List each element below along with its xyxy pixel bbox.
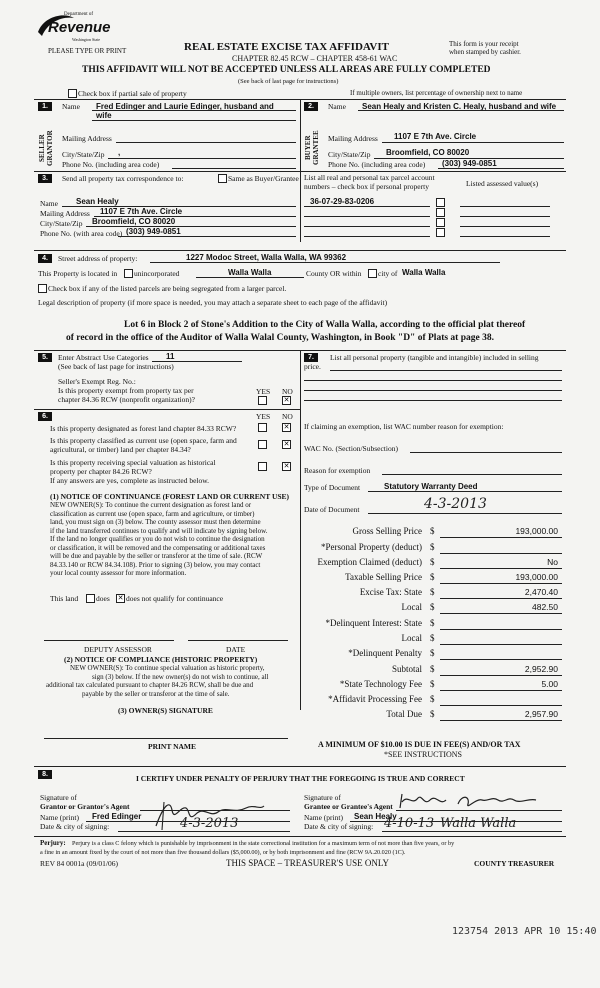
seller-name-line [92, 120, 296, 121]
doc-type-label: Type of Document [304, 483, 361, 492]
grantee-city-value: Walla Walla [440, 816, 517, 831]
financial-label: *State Technology Fee [339, 679, 422, 689]
parcel-field-2[interactable] [304, 216, 430, 217]
dollar-sign: $ [430, 709, 435, 719]
financial-field[interactable] [440, 598, 562, 599]
form-subtitle: CHAPTER 82.45 RCW – CHAPTER 458-61 WAC [232, 54, 398, 63]
notice-compliance-line: NEW OWNER(S): To continue special valuation as historic property, [70, 664, 265, 672]
grantor-date-label: Date & city of signing: [40, 822, 110, 831]
send-correspondence-label: Send all property tax correspondence to: [62, 174, 184, 183]
grantor-signature-line[interactable] [140, 810, 290, 811]
assessed-field-3[interactable] [460, 226, 550, 227]
buyer-mailing-value: 1107 E 7th Ave. Circle [394, 132, 477, 141]
notice-continuance-line: or classification, it will be removed and the compensating or additional taxes [50, 543, 266, 552]
dollar-sign: $ [430, 587, 435, 597]
financial-value: 5.00 [541, 679, 558, 689]
parcel-field-3[interactable] [304, 226, 430, 227]
doc-type-value: Statutory Warranty Deed [384, 482, 478, 491]
reason-label: Reason for exemption [304, 466, 371, 475]
dollar-sign: $ [430, 526, 435, 536]
seller-name-value-2: wife [96, 111, 112, 120]
financial-field[interactable] [440, 629, 562, 630]
forest-yes-checkbox[interactable] [258, 423, 267, 432]
divider [34, 250, 566, 251]
owner-signature-label: (3) OWNER(S) SIGNATURE [118, 706, 213, 715]
street-address-label: Street address of property: [58, 254, 138, 263]
seller-name-line [92, 110, 296, 111]
seller-name-value: Fred Edinger and Laurie Edinger, husband and [96, 102, 274, 111]
yes-header: YES [256, 387, 271, 396]
buyer-mailing-field[interactable] [382, 142, 564, 143]
receipt-note-2: when stamped by cashier. [449, 48, 521, 56]
certify-statement: I CERTIFY UNDER PENALTY OF PERJURY THAT THE FOREGOING IS TRUE AND CORRECT [136, 774, 465, 783]
list-personal-label-2: price. [304, 362, 321, 371]
legal-description-label: Legal description of property (if more space is needed, you may attach a separate sheet to each page of the affidavit) [38, 298, 388, 307]
dollar-sign: $ [430, 557, 435, 567]
financial-label: Exemption Claimed (deduct) [317, 557, 422, 567]
does-not-qualify-checkbox[interactable]: ✕ [117, 594, 124, 602]
tax-city-label: City/State/Zip [40, 219, 83, 228]
exempt-reg-label: Seller's Exempt Reg. No.: [58, 377, 136, 386]
grantee-date-label: Date & city of signing: [304, 822, 374, 831]
list-parcel-label-2: numbers – check box if personal property [304, 182, 429, 191]
form-title: REAL ESTATE EXCISE TAX AFFIDAVIT [184, 41, 389, 53]
receipt-note-1: This form is your receipt [449, 40, 519, 48]
dor-logo [34, 10, 111, 46]
unincorporated-label: unincorporated [134, 269, 180, 278]
seller-mailing-field[interactable] [116, 142, 296, 143]
partial-sale-checkbox[interactable] [68, 89, 77, 98]
grantee-date-field[interactable] [382, 831, 562, 832]
grantor-name-value: Fred Edinger [92, 812, 142, 821]
seller-city-field[interactable] [108, 158, 296, 159]
tax-city-field[interactable] [86, 226, 296, 227]
tax-phone-field[interactable] [118, 236, 296, 237]
divider [34, 766, 566, 767]
wac-label: WAC No. (Section/Subsection) [304, 444, 398, 453]
financial-field[interactable] [440, 537, 562, 538]
notice-continuance-line: your local county assessor for more information. [50, 569, 187, 577]
personal-property-field[interactable] [330, 370, 562, 371]
logo-dept: Department of [64, 12, 94, 17]
financial-field[interactable] [440, 659, 562, 660]
abstract-see-back: (See back of last page for instructions) [58, 362, 174, 371]
assessed-field-4[interactable] [460, 236, 550, 237]
dollar-sign: $ [430, 694, 435, 704]
financial-field[interactable] [440, 705, 562, 706]
historic-yes-checkbox[interactable] [258, 462, 267, 471]
seller-city-label: City/State/Zip [62, 150, 105, 159]
warning-text: THIS AFFIDAVIT WILL NOT BE ACCEPTED UNLESS ALL AREAS ARE FULLY COMPLETED [82, 65, 491, 75]
perjury-text-1: Perjury is a class C felony which is punishable by imprisonment in the state correctional institution for a maximum term of not more than five years, or by [72, 840, 455, 847]
assessor-date-label: DATE [226, 645, 246, 654]
dollar-sign: $ [430, 542, 435, 552]
personal-property-checkbox-1[interactable] [436, 198, 445, 207]
doc-date-value: 4-3-2013 [424, 496, 487, 512]
financial-field[interactable] [440, 553, 562, 554]
dollar-sign: $ [430, 648, 435, 658]
nonprofit-question-1: Is this property exempt from property tax per [58, 386, 194, 395]
list-personal-label: List all personal property (tangible and intangible) included in selling [330, 353, 539, 362]
dollar-sign: $ [430, 679, 435, 689]
financial-field[interactable] [440, 675, 562, 676]
segregated-checkbox[interactable] [38, 284, 47, 293]
grantee-name-label: Name (print) [304, 813, 343, 822]
financial-label: Gross Selling Price [352, 526, 422, 536]
financial-label: *Delinquent Interest: State [325, 618, 422, 628]
dollar-sign: $ [430, 633, 435, 643]
nonprofit-yes-checkbox[interactable] [258, 396, 267, 405]
financial-label: Local [401, 633, 422, 643]
logo-state: Washington State [72, 37, 101, 42]
see-instructions-note: *SEE INSTRUCTIONS [384, 750, 463, 759]
print-name-label: PRINT NAME [148, 742, 196, 751]
parcel-number-value: 36-07-29-83-0206 [310, 197, 375, 206]
section-7-number: 7. [304, 353, 318, 362]
buyer-name-label: Name [328, 102, 346, 111]
nonprofit-no-checkbox[interactable]: ✕ [283, 396, 290, 404]
assessed-field-1[interactable] [460, 206, 550, 207]
buyer-city-value: Broomfield, CO 80020 [386, 148, 470, 157]
this-land-label: This land [50, 594, 79, 603]
notice-continuance-line: 84.33.140 or RCW 84.34.108). Prior to signing (3) below, you may contact [50, 560, 261, 569]
grantee-signature-label-2: Grantee or Grantee's Agent [304, 802, 393, 811]
current-use-yes-checkbox[interactable] [258, 440, 267, 449]
section-1-number: 1. [38, 102, 52, 111]
grantor-signature-label-2: Grantor or Grantor's Agent [40, 802, 130, 811]
grantor-name-label: Name (print) [40, 813, 79, 822]
grantor-date-field[interactable] [118, 831, 290, 832]
exemption-label: If claiming an exemption, list WAC number reason for exemption: [304, 422, 504, 431]
financial-label: Excise Tax: State [359, 587, 422, 597]
yes-header: YES [256, 412, 271, 421]
historic-question-1: Is this property receiving special valuation as historical [50, 458, 216, 467]
notice-continuance-line: if the land transferred continues to qualify and will indicate by signing below. [50, 526, 268, 535]
list-parcel-label: List all real and personal tax parcel account [304, 173, 435, 182]
notice-continuance-line: classification as current use (open space, farm and agriculture, or timber) [50, 509, 255, 518]
current-use-question-2: agricultural, or timber) land per chapter 84.34? [50, 445, 191, 454]
current-use-question-1: Is this property classified as current use (open space, farm and [50, 436, 237, 445]
deputy-assessor-label: DEPUTY ASSESSOR [84, 645, 152, 654]
financial-label: Taxable Selling Price [345, 572, 422, 582]
financial-value: 482.50 [532, 602, 558, 612]
financial-field[interactable] [440, 690, 562, 691]
section-3-number: 3. [38, 174, 52, 183]
same-as-buyer-checkbox[interactable] [218, 174, 227, 183]
financial-field[interactable] [440, 720, 562, 721]
no-header: NO [282, 412, 293, 421]
personal-property-checkbox-4[interactable] [436, 228, 445, 237]
seller-name-label: Name [62, 102, 80, 111]
assessed-field-2[interactable] [460, 216, 550, 217]
buyer-grantee-label: BUYER GRANTEE [304, 130, 320, 166]
buyer-phone-field[interactable] [438, 168, 564, 169]
personal-property-field[interactable] [304, 400, 562, 401]
financial-field[interactable] [440, 583, 562, 584]
buyer-mailing-label: Mailing Address [328, 134, 378, 143]
forest-no-checkbox[interactable]: ✕ [283, 423, 290, 431]
notice-continuance-line: If the land no longer qualifies or you do not wish to continue the designation [50, 535, 265, 543]
street-address-field[interactable] [150, 262, 500, 263]
financial-value: No [547, 557, 558, 567]
dollar-sign: $ [430, 572, 435, 582]
dollar-sign: $ [430, 618, 435, 628]
personal-property-field[interactable] [304, 380, 562, 381]
parcel-field-1[interactable] [304, 206, 430, 207]
does-qualify-checkbox[interactable] [86, 594, 95, 603]
tax-phone-value: (303) 949-0851 [126, 227, 181, 236]
seller-mailing-label: Mailing Address [62, 134, 112, 143]
financial-label: Subtotal [391, 664, 422, 674]
historic-no-checkbox[interactable]: ✕ [283, 462, 290, 470]
partial-sale-label: Check box if partial sale of property [78, 89, 187, 98]
no-header: NO [282, 387, 293, 396]
notice-continuance-line: land, you must sign on (3) below. The county assessor must then determine [50, 518, 261, 526]
financial-label: *Personal Property (deduct) [321, 542, 422, 552]
buyer-phone-label: Phone No. (including area code) [328, 160, 426, 169]
logo-name: Revenue [48, 19, 111, 36]
financial-value: 2,470.40 [524, 587, 558, 597]
grantee-name-value: Sean Healy [354, 812, 397, 821]
see-back-text: (See back of last page for instructions) [238, 78, 339, 85]
print-name-line[interactable] [44, 738, 288, 739]
doc-date-field[interactable] [368, 513, 562, 514]
buyer-phone-value: (303) 949-0851 [442, 159, 497, 168]
segregated-label: Check box if any of the listed parcels are being segregated from a larger parcel. [48, 284, 287, 293]
financial-label: *Affidavit Processing Fee [328, 694, 422, 704]
multiple-owners-label: If multiple owners, list percentage of ownership next to name [350, 89, 523, 97]
grantee-signature-line[interactable] [396, 810, 562, 811]
minimum-fee-note: A MINIMUM OF $10.00 IS DUE IN FEE(S) AND/OR TAX [318, 740, 521, 749]
abstract-use-value: 11 [166, 352, 175, 361]
notice-continuance-line: NEW OWNER(S): To continue the current designation as forest land or [50, 501, 252, 509]
deputy-assessor-signature-line[interactable] [44, 640, 174, 641]
legal-description-line-1: Lot 6 in Block 2 of Stone's Addition to the City of Walla Walla, according to the official plat thereof [124, 320, 526, 330]
financial-value: 193,000.00 [515, 526, 558, 536]
grantee-signature-label: Signature of [304, 793, 341, 802]
financial-value: 2,957.90 [524, 709, 558, 719]
buyer-name-line [358, 110, 564, 111]
street-address-value: 1227 Modoc Street, Walla Walla, WA 99362 [186, 253, 347, 262]
buyer-city-label: City/State/Zip [328, 150, 371, 159]
perjury-bold: Perjury: [40, 839, 66, 847]
dollar-sign: $ [430, 602, 435, 612]
doc-date-label: Date of Document [304, 505, 360, 514]
county-or-label: County OR within [306, 269, 362, 278]
nonprofit-question-2: chapter 84.36 RCW (nonprofit organization)? [58, 395, 195, 404]
financial-value: 2,952.90 [524, 664, 558, 674]
tax-name-value: Sean Healy [76, 197, 119, 206]
grantor-date-value: 4-3-2013 [180, 816, 239, 831]
same-as-buyer-label: Same as Buyer/Grantee [228, 174, 299, 183]
tax-name-label: Name [40, 199, 58, 208]
section-5-number: 5. [38, 353, 52, 362]
section-2-number: 2. [304, 102, 318, 111]
historic-question-2: property per chapter 84.26 RCW? [50, 467, 152, 476]
tax-mailing-value: 1107 E 7th Ave. Circle [100, 207, 183, 216]
personal-property-checkbox-2[interactable] [436, 208, 445, 217]
does-not-label: does not qualify for continuance [126, 594, 224, 603]
seller-phone-label: Phone No. (including area code) [62, 160, 160, 169]
personal-property-field[interactable] [304, 390, 562, 391]
financial-label: *Delinquent Penalty [348, 648, 422, 658]
section-4-number: 4. [38, 254, 52, 263]
notice-compliance-line: additional tax calculated pursuant to chapter 84.26 RCW, shall be due and [46, 681, 254, 689]
divider [34, 836, 566, 837]
assessed-value-label: Listed assessed value(s) [466, 179, 539, 188]
financial-field[interactable] [440, 613, 562, 614]
section-8-number: 8. [38, 770, 52, 779]
seller-grantor-label: SELLER GRANTOR [38, 130, 54, 166]
buyer-name-value: Sean Healy and Kristen C. Healy, husband and wife [362, 102, 557, 111]
if-yes-instructions: If any answers are yes, complete as instructed below. [50, 476, 210, 485]
perjury-text-2: a fine in an amount fixed by the court of not more than five thousand dollars ($5,000.00), or by both imprisonment and fine (RCW 9A.20.020 (1C). [40, 849, 406, 856]
seller-phone-field[interactable] [172, 168, 296, 169]
reason-field[interactable] [382, 474, 562, 475]
notice-continuance-title: (1) NOTICE OF CONTINUANCE (FOREST LAND OR CURRENT USE) [50, 492, 290, 501]
parcel-field-4[interactable] [304, 236, 430, 237]
current-use-no-checkbox[interactable]: ✕ [283, 440, 290, 448]
recording-stamp: 123754 2013 APR 10 15:40 [452, 926, 597, 937]
financial-value: 193,000.00 [515, 572, 558, 582]
divider [300, 172, 301, 242]
treasurer-use-label: THIS SPACE – TREASURER'S USE ONLY [226, 858, 390, 868]
tax-phone-label: Phone No. (with area code) [40, 229, 123, 238]
divider [34, 409, 300, 410]
county-field[interactable] [196, 277, 304, 278]
personal-property-checkbox-3[interactable] [436, 218, 445, 227]
wac-field[interactable] [410, 452, 562, 453]
form-revision: REV 84 0001a (09/01/06) [40, 859, 118, 868]
seller-city-value: , [118, 148, 121, 157]
please-type: PLEASE TYPE OR PRINT [48, 47, 127, 55]
tax-city-value: Broomfield, CO 80020 [92, 217, 176, 226]
dollar-sign: $ [430, 664, 435, 674]
financial-label: Total Due [386, 709, 422, 719]
financial-field[interactable] [440, 568, 562, 569]
forest-land-question: Is this property designated as forest land chapter 84.33 RCW? [50, 424, 237, 433]
unincorporated-checkbox[interactable] [124, 269, 133, 278]
located-label: This Property is located in [38, 269, 118, 278]
doc-type-field[interactable] [368, 491, 562, 492]
grantee-date-value: 4-10-13 [384, 816, 435, 831]
notice-compliance-title: (2) NOTICE OF COMPLIANCE (HISTORIC PROPERTY) [64, 655, 258, 664]
does-label: does [96, 594, 110, 603]
divider [300, 99, 301, 172]
financial-field[interactable] [440, 644, 562, 645]
abstract-use-label: Enter Abstract Use Categories [58, 353, 149, 362]
city-of-label: city of [378, 269, 398, 278]
notice-compliance-line: payable by the seller or transferor at the time of sale. [82, 689, 230, 698]
grantor-signature-label: Signature of [40, 793, 77, 802]
legal-description-line-2: of record in the office of the Auditor of Walla Walal County, Washington, in Book "D" of Plats at page 38. [66, 333, 494, 343]
city-value: Walla Walla [402, 268, 446, 277]
notice-continuance-line: will be due and payable by the seller or transferor at the time of sale. (RCW [50, 552, 263, 560]
within-city-checkbox[interactable] [368, 269, 377, 278]
section-6-number: 6. [38, 412, 52, 421]
financial-label: Local [401, 602, 422, 612]
notice-compliance-line: sign (3) below. If the new owner(s) do not wish to continue, all [92, 672, 269, 681]
tax-mailing-label: Mailing Address [40, 209, 90, 218]
county-value: Walla Walla [228, 268, 272, 277]
county-treasurer-label: COUNTY TREASURER [474, 859, 555, 868]
